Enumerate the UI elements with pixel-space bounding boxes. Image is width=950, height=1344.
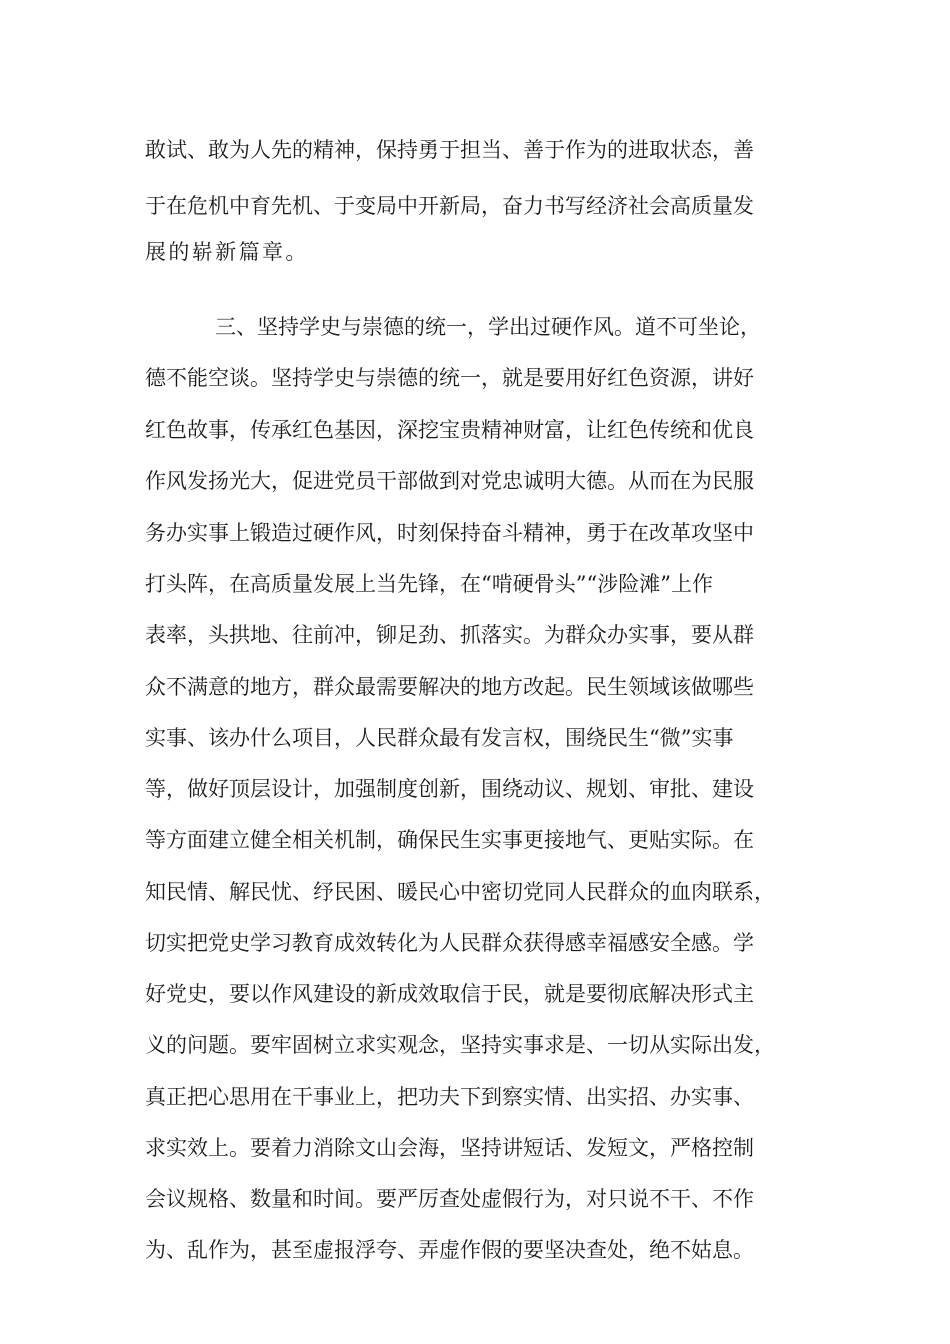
- text-line: 义的问题。要牢固树立求实观念，坚持实事求是、一切从实际出发，: [145, 1033, 775, 1057]
- text-line: 会议规格、数量和时间。要严厉查处虚假行为，对只说不干、不作: [145, 1187, 754, 1211]
- text-line: 作风发扬光大，促进党员干部做到对党忠诚明大德。从而在为民服: [145, 469, 754, 493]
- text-line: 知民情、解民忧、纾民困、暖民心中密切党同人民群众的血肉联系，: [145, 880, 775, 904]
- section-heading-line: 三、坚持学史与崇德的统一，学出过硬作风。道不可坐论，: [215, 315, 761, 339]
- text-line: 敢试、敢为人先的精神，保持勇于担当、善于作为的进取状态，善: [145, 138, 754, 162]
- text-line: 等，做好顶层设计，加强制度创新，围绕动议、规划、审批、建设: [145, 777, 754, 801]
- text-line: 红色故事，传承红色基因，深挖宝贵精神财富，让红色传统和优良: [145, 418, 754, 442]
- text-line: 打头阵，在高质量发展上当先锋，在“啃硬骨头”“涉险滩”上作: [145, 572, 713, 596]
- text-line: 为、乱作为，甚至虚报浮夸、弄虚作假的要坚决查处，绝不姑息。: [145, 1238, 754, 1262]
- text-line: 实事、该办什么项目，人民群众最有发言权，围绕民生“微”实事: [145, 726, 734, 750]
- text-line: 好党史，要以作风建设的新成效取信于民，就是要彻底解决形式主: [145, 982, 754, 1006]
- text-line: 于在危机中育先机、于变局中开新局，奋力书写经济社会高质量发: [145, 194, 754, 218]
- text-line: 展的崭新篇章。: [145, 240, 309, 264]
- text-line: 真正把心思用在干事业上，把功夫下到察实情、出实招、办实事、: [145, 1085, 754, 1109]
- text-line: 等方面建立健全相关机制，确保民生实事更接地气、更贴实际。在: [145, 828, 754, 852]
- text-line: 德不能空谈。坚持学史与崇德的统一，就是要用好红色资源，讲好: [145, 366, 754, 390]
- text-line: 切实把党史学习教育成效转化为人民群众获得感幸福感安全感。学: [145, 931, 754, 955]
- text-line: 务办实事上锻造过硬作风，时刻保持奋斗精神，勇于在改革攻坚中: [145, 521, 754, 545]
- text-line: 表率，头拱地、往前冲，铆足劲、抓落实。为群众办实事，要从群: [145, 623, 754, 647]
- text-line: 求实效上。要着力消除文山会海，坚持讲短话、发短文，严格控制: [145, 1136, 754, 1160]
- text-line: 众不满意的地方，群众最需要解决的地方改起。民生领域该做哪些: [145, 675, 754, 699]
